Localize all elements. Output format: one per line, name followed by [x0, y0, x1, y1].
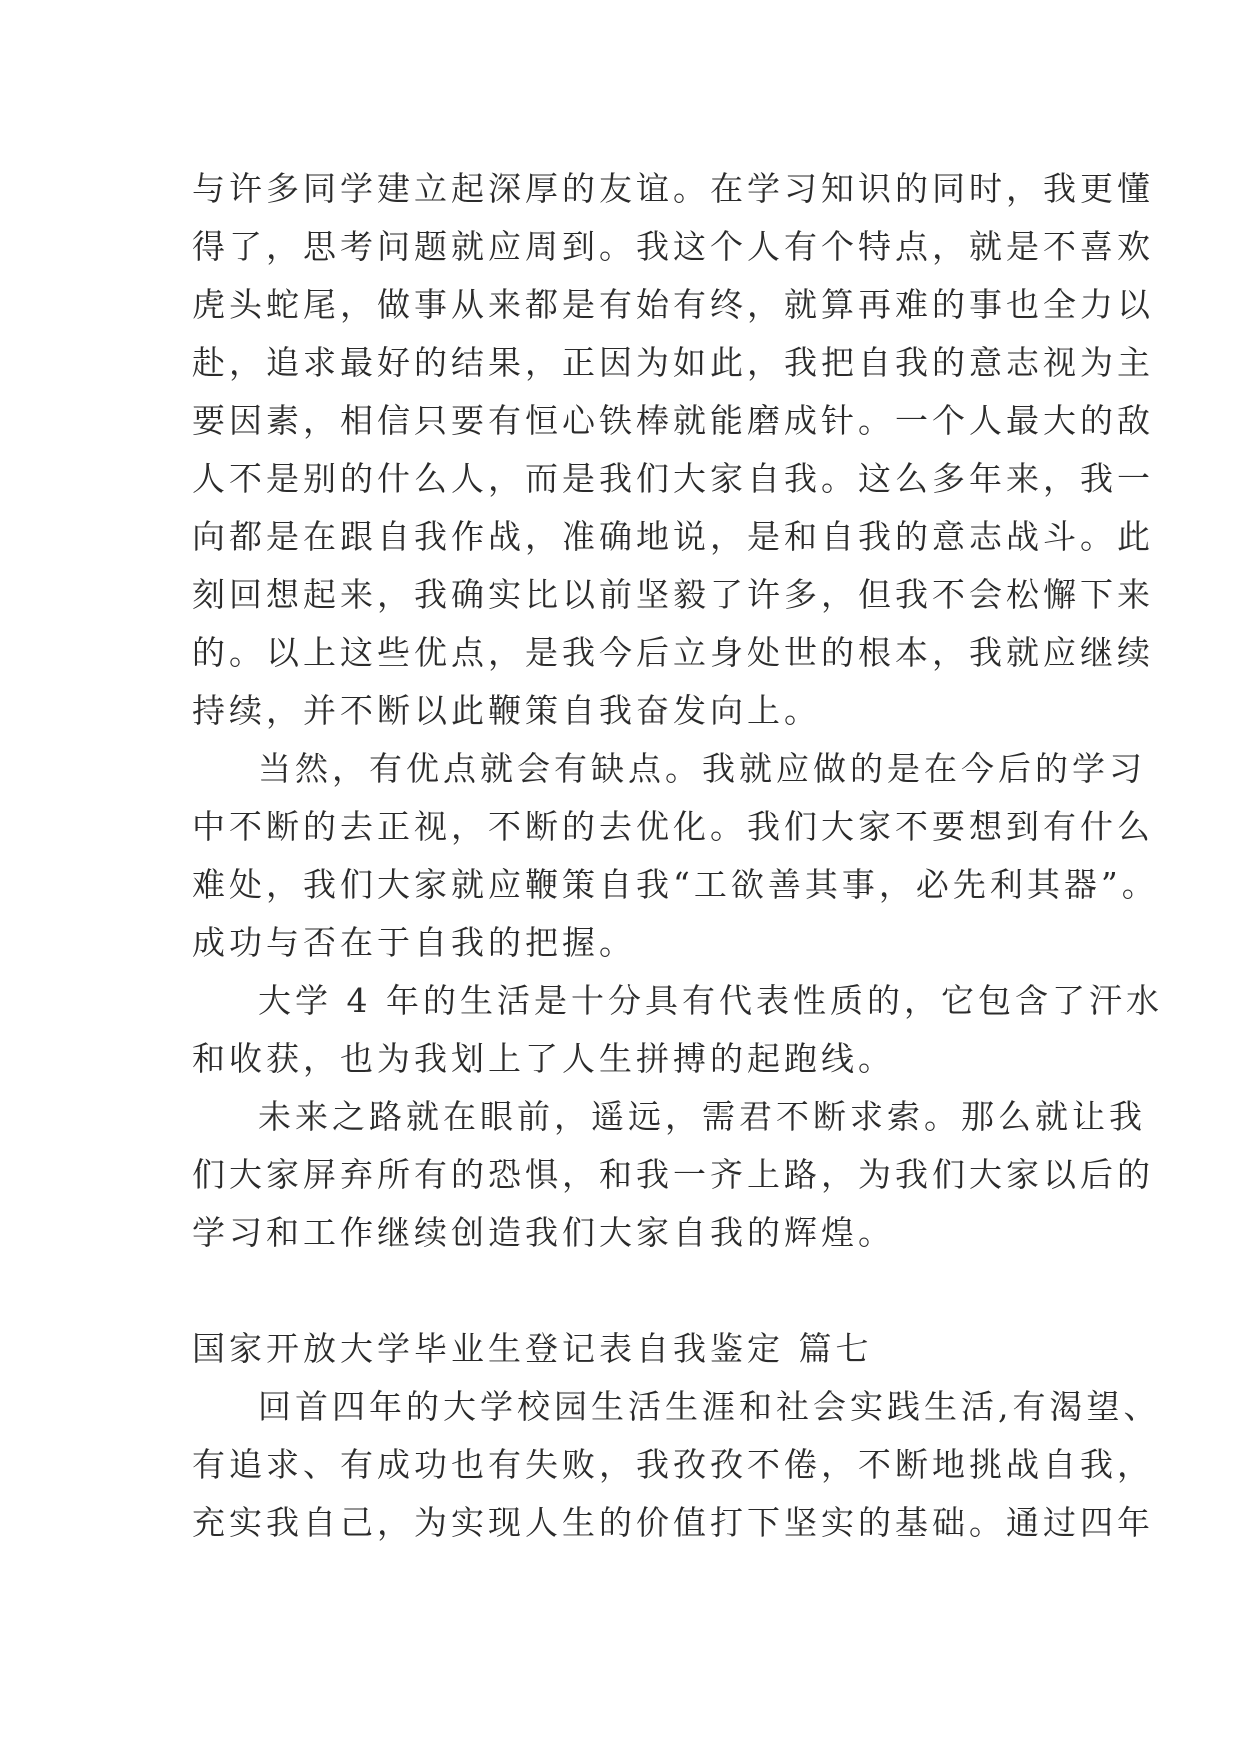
text-line: 虎头蛇尾，做事从来都是有始有终，就算再难的事也全力以: [192, 285, 1154, 324]
text-line: 赴，追求最好的结果，正因为如此，我把自我的意志视为主: [192, 343, 1154, 382]
text-line: 与许多同学建立起深厚的友谊。在学习知识的同时，我更懂: [192, 169, 1154, 208]
section-heading: 国家开放大学毕业生登记表自我鉴定 篇七: [192, 1329, 873, 1368]
paragraph-first-line: 大学 4 年的生活是十分具有代表性质的，它包含了汗水: [258, 981, 1163, 1020]
text-line: 有追求、有成功也有失败，我孜孜不倦，不断地挑战自我，: [192, 1445, 1154, 1484]
document-body: [192, 160, 1163, 1552]
text-line: 和收获，也为我划上了人生拼搏的起跑线。: [192, 1039, 895, 1078]
paragraph-first-line: 当然，有优点就会有缺点。我就应做的是在今后的学习: [258, 749, 1146, 788]
text-line: 持续，并不断以此鞭策自我奋发向上。: [192, 691, 821, 730]
text-line: 向都是在跟自我作战，准确地说，是和自我的意志战斗。此: [192, 517, 1154, 556]
text-line: 难处，我们大家就应鞭策自我“工欲善其事，必先利其器”。: [192, 865, 1159, 904]
text-line: 中不断的去正视，不断的去优化。我们大家不要想到有什么: [192, 807, 1154, 846]
text-line: 得了，思考问题就应周到。我这个人有个特点，就是不喜欢: [192, 227, 1154, 266]
paragraph-first-line: 未来之路就在眼前，遥远，需君不断求索。那么就让我: [258, 1097, 1146, 1136]
text-line: 的。以上这些优点，是我今后立身处世的根本，我就应继续: [192, 633, 1154, 672]
text-line: 人不是别的什么人，而是我们大家自我。这么多年来，我一: [192, 459, 1154, 498]
text-line: 成功与否在于自我的把握。: [192, 923, 636, 962]
text-line: 要因素，相信只要有恒心铁棒就能磨成针。一个人最大的敌: [192, 401, 1154, 440]
text-line: 刻回想起来，我确实比以前坚毅了许多，但我不会松懈下来: [192, 575, 1154, 614]
text-line: 学习和工作继续创造我们大家自我的辉煌。: [192, 1213, 895, 1252]
paragraph-first-line: 回首四年的大学校园生活生涯和社会实践生活,有渴望、: [258, 1387, 1161, 1426]
text-line: 们大家屏弃所有的恐惧，和我一齐上路，为我们大家以后的: [192, 1155, 1154, 1194]
text-line: 充实我自己，为实现人生的价值打下坚实的基础。通过四年: [192, 1503, 1154, 1542]
